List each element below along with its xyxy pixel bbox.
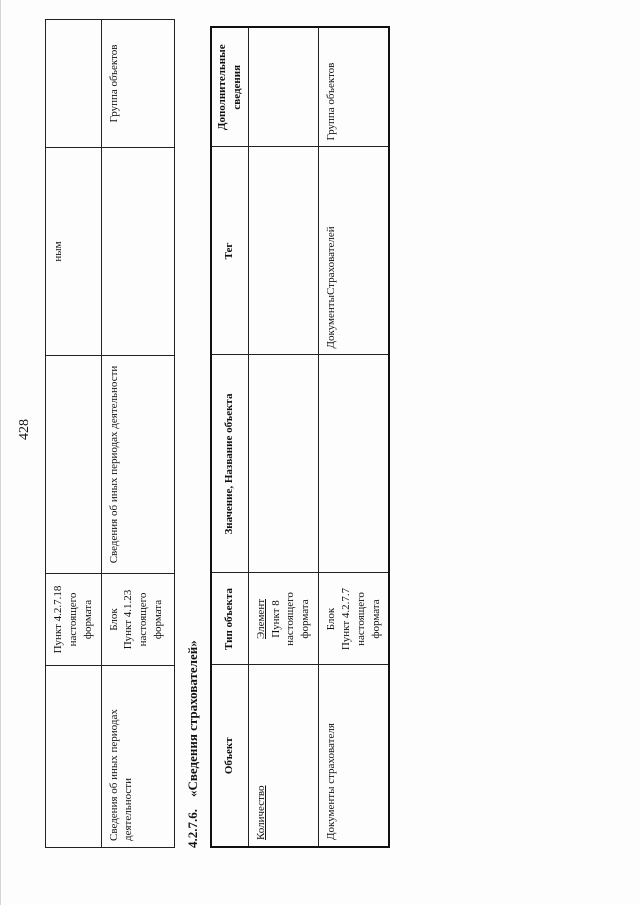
cell-type — [46, 574, 102, 666]
type-kind: Блок — [325, 607, 338, 631]
header-info: Дополнительные сведения — [211, 27, 248, 147]
cell-value — [248, 355, 318, 573]
type-line: формата — [81, 599, 94, 640]
table-row — [319, 27, 390, 847]
section-number: 4.2.7.6. — [185, 809, 200, 848]
cell-value — [319, 355, 390, 573]
insurers-table — [210, 26, 390, 848]
section-title: «Сведения страхователей» — [185, 640, 200, 797]
cell-tag — [248, 147, 318, 355]
cell-object — [46, 666, 102, 848]
cell-tag — [101, 148, 174, 356]
type-kind: Элемент — [254, 598, 267, 640]
cell-value: Сведения об иных периодах деятельности — [101, 356, 174, 574]
type-line: настоящего — [137, 592, 150, 647]
cell-tag: ДокументыСтрахователей — [319, 147, 390, 355]
header-object: Объект — [211, 665, 248, 847]
type-line: формата — [152, 599, 165, 640]
type-line: Блок — [107, 608, 120, 631]
continuation-table — [45, 19, 175, 848]
table-row — [248, 27, 318, 847]
cell-type — [248, 573, 318, 665]
table-row — [101, 20, 174, 848]
cell-value — [46, 356, 102, 574]
type-line: настоящего — [66, 592, 79, 647]
cell-info: Группа объектов — [101, 20, 174, 148]
cell-object: Количество — [248, 665, 318, 847]
type-line: Пункт 4.1.23 — [122, 589, 135, 650]
type-ref: Пункт 8 настоящего формата — [269, 592, 312, 646]
type-line: Пункт 4.2.7.18 — [52, 585, 64, 654]
type-ref: Пункт 4.2.7.7 настоящего формата — [339, 587, 382, 651]
section-heading — [185, 640, 201, 848]
page-number: 428 — [17, 419, 32, 440]
cell-object: Документы страхователя — [319, 665, 390, 847]
cell-type — [319, 573, 390, 665]
cell-type — [101, 574, 174, 666]
cell-info — [46, 20, 102, 148]
table-row — [46, 20, 102, 848]
header-value: Значение, Название объекта — [211, 355, 248, 573]
cell-tag: ным — [46, 148, 102, 356]
header-tag: Тег — [211, 147, 248, 355]
cell-object: Сведения об иных периодах деятельности — [101, 666, 174, 848]
header-type: Тип объекта — [211, 573, 248, 665]
table-header-row — [211, 27, 248, 847]
cell-info — [248, 27, 318, 147]
cell-info: Группа объектов — [319, 27, 390, 147]
